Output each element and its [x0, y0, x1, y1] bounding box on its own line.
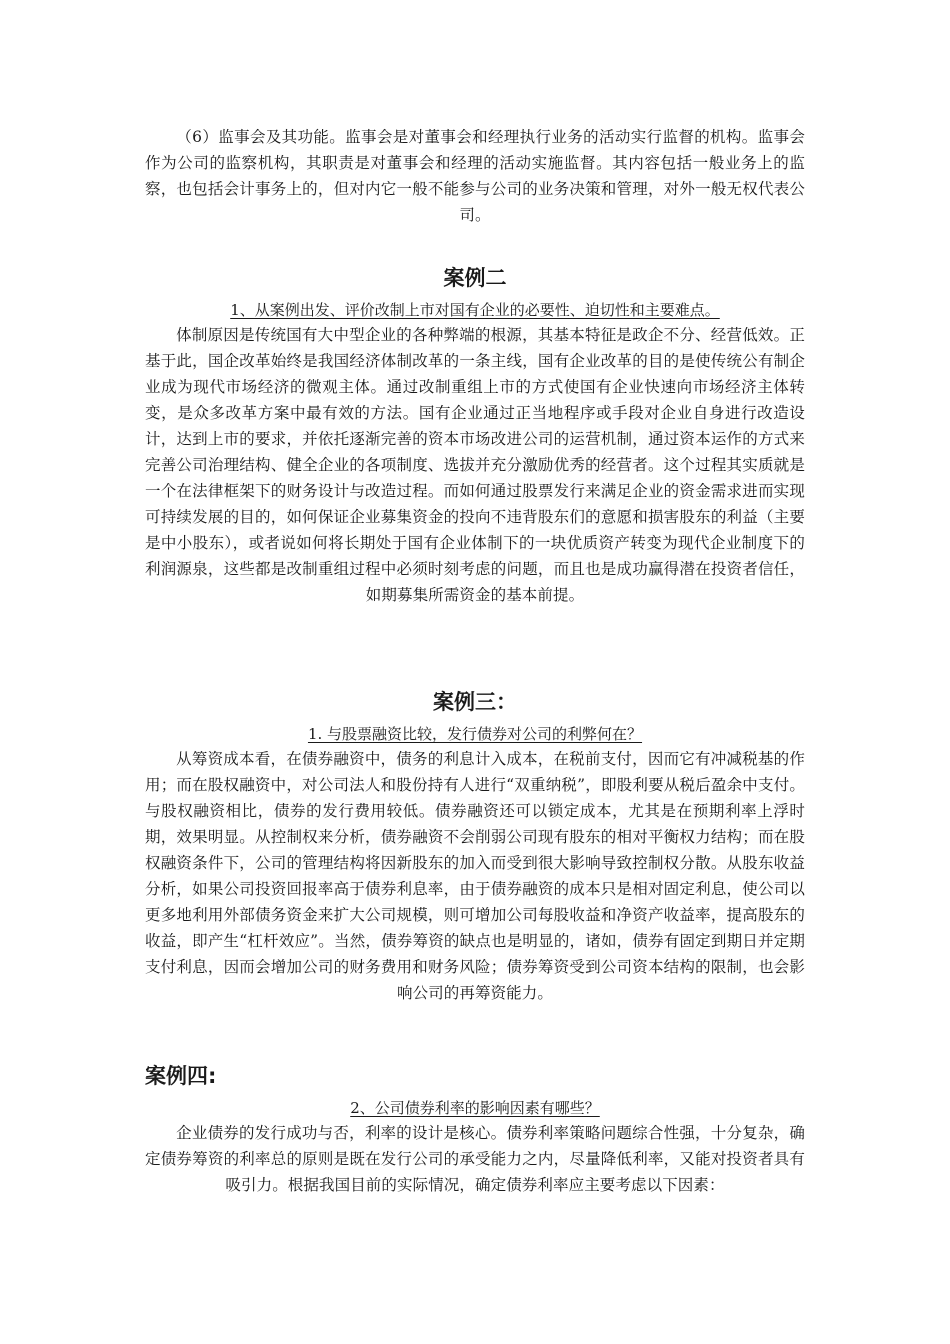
- case2-body: [145, 322, 805, 608]
- case2-question-text: 1、从案例出发、评价改制上市对国有企业的必要性、迫切性和主要难点。: [230, 301, 720, 319]
- case3-question-text: 1. 与股票融资比较，发行债券对公司的利弊何在？: [307, 725, 643, 743]
- case4-question-text: 2、公司债券利率的影响因素有哪些？: [350, 1099, 600, 1117]
- case3-heading: 案例三：: [433, 690, 517, 714]
- case3-body: [145, 746, 805, 1006]
- supervisory-board-paragraph: [145, 124, 805, 228]
- case3-body-text: 从筹资成本看，在债券融资中，债务的利息计入成本，在税前支付，因而它有冲减税基的作用；而在股权融资中，对公司法人和股份持有人进行“双重纳税”，即股利要从税后盈余中支付。与股权融资相比，债券的发行费用较低。债券融资还可以锁定成本，尤其是在预期利率上浮时期，效果明显。从控制权来分析，债券融资不会削弱公司现有股东的相对平衡权力结构；而在股权融资条件下，公司的管理结构将因新股东的加入而受到很大影响导致控制权分散。从股东收益分析，如果公司投资回报率高于债券利息率，由于债券融资的成本只是相对固定利息，使公司以更多地利用外部债务资金来扩大公司规模，则可增加公司每股收益和净资产收益率，提高股东的收益，即产生“杠杆效应”。当然，债券筹资的缺点也是明显的，诸如，债券有固定到期日并定期支付利息，因而会增加公司的财务费用和财务风险；债券筹资受到公司资本结构的限制，也会影响公司的再筹资能力。: [145, 750, 805, 1002]
- case4-body-text: 企业债券的发行成功与否，利率的设计是核心。债券利率策略问题综合性强，十分复杂，确定债券筹资的利率总的原则是既在发行公司的承受能力之内，尽量降低利率，又能对投资者具有吸引力。根据我国目前的实际情况，确定债券利率应主要考虑以下因素：: [145, 1124, 805, 1194]
- case4-body: [145, 1120, 805, 1198]
- case4-question: [145, 1097, 805, 1119]
- case3-question: [145, 723, 805, 745]
- case4-heading: 案例四:: [145, 1064, 217, 1088]
- case2-body-text: 体制原因是传统国有大中型企业的各种弊端的根源，其基本特征是政企不分、经营低效。正基于此，国企改革始终是我国经济体制改革的一条主线，国有企业改革的目的是使传统公有制企业成为现代市场经济的微观主体。通过改制重组上市的方式使国有企业快速向市场经济主体转变，是众多改革方案中最有效的方法。国有企业通过正当地程序或手段对企业自身进行改造设计，达到上市的要求，并依托逐渐完善的资本市场改进公司的运营机制，通过资本运作的方式来完善公司治理结构、健全企业的各项制度、选拔并充分激励优秀的经营者。这个过程其实质就是一个在法律框架下的财务设计与改造过程。而如何通过股票发行来满足企业的资金需求进而实现可持续发展的目的，如何保证企业募集资金的投向不违背股东们的意愿和损害股东的利益（主要是中小股东），或者说如何将长期处于国有企业体制下的一块优质资产转变为现代企业制度下的利润源泉，这些都是改制重组过程中必须时刻考虑的问题，而且也是成功赢得潜在投资者信任，如期募集所需资金的基本前提。: [145, 326, 805, 604]
- case2-question: [145, 299, 805, 321]
- case2-heading: 案例二: [443, 266, 507, 290]
- paragraph-text: （6）监事会及其功能。监事会是对董事会和经理执行业务的活动实行监督的机构。监事会作为公司的监察机构，其职责是对董事会和经理的活动实施监督。其内容包括一般业务上的监察，也包括会计事务上的，但对内它一般不能参与公司的业务决策和管理，对外一般无权代表公司。: [145, 128, 805, 224]
